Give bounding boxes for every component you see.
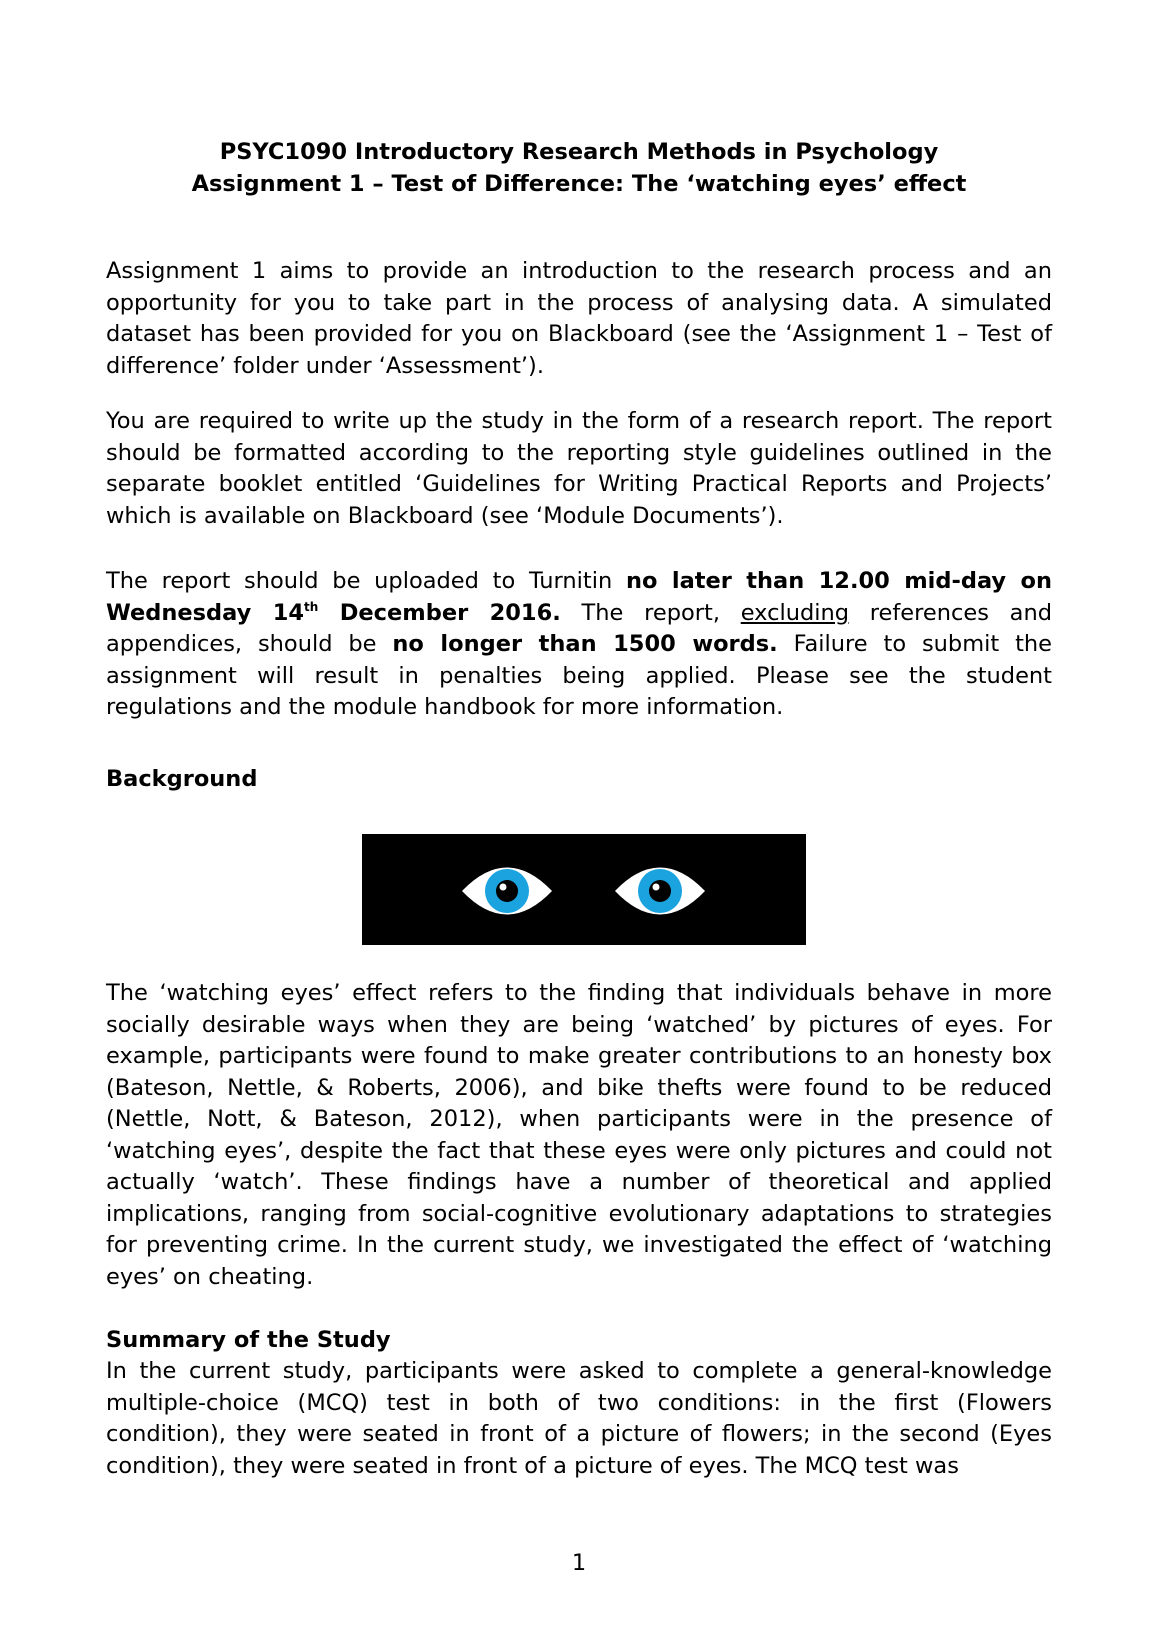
eyes-icon xyxy=(362,834,806,945)
background-paragraph: The ‘watching eyes’ effect refers to the finding that individuals behave in more socially desirable ways when they are being ‘watched’ by pictures of eyes. For example, participants were found to make greater contributions to an honesty box (Bateson, Nettle, & Roberts, 2006), and bike thefts were found to be reduced (Nettle, Nott, & Bateson, 2012), when participants were in the presence of ‘watching eyes’, despite the fact that these eyes were only pictures and could not actually ‘watch’. These findings have a number of theoretical and applied implications, ranging from social-cognitive evolutionary adaptations to strategies for preventing crime. In the current study, we investigated the effect of ‘watching eyes’ on cheating. xyxy=(106,980,1052,1290)
excluding-underlined: excluding xyxy=(740,599,850,626)
summary-heading: Summary of the Study xyxy=(106,1327,391,1353)
intro-paragraph: Assignment 1 aims to provide an introduction to the research process and an opportunity for you to take part in the process of analysing data. A simulated dataset has been provided for you on Blackboard (see the ‘Assignment 1 – Test of difference’ folder under ‘Assessment’). xyxy=(106,258,1052,379)
deadline-text-1: The report should be uploaded to Turnitin xyxy=(106,568,626,594)
page-number: 1 xyxy=(571,1550,587,1576)
deadline-text-3: references and appendices, should be xyxy=(106,599,1052,657)
deadline-date-year: December 2016. xyxy=(318,599,561,626)
course-title: PSYC1090 Introductory Research Methods in Psychology xyxy=(219,139,939,165)
deadline-date-superscript: th xyxy=(304,599,319,614)
deadline-text-4: Failure to submit the assignment will result in penalties being applied. Please see the student regulations and the module handbook for more information. xyxy=(106,631,1053,720)
requirements-paragraph: You are required to write up the study in the form of a research report. The report should be formatted according to the reporting style guidelines outlined in the separate booklet entitled ‘Guidelines for Writing Practical Reports and Projects’ which is available on Blackboard (see ‘Module Documents’). xyxy=(106,408,1052,529)
word-limit-bold: no longer than 1500 words. xyxy=(392,631,778,657)
background-heading: Background xyxy=(106,766,258,792)
document-title xyxy=(0,136,1158,200)
summary-paragraph: In the current study, participants were asked to complete a general-knowledge multiple-choice (MCQ) test in both of two conditions: in the first (Flowers condition), they were seated in front of a picture of flowers; in the second (Eyes condition), they were seated in front of a picture of eyes. The MCQ test was xyxy=(106,1358,1052,1479)
watching-eyes-image xyxy=(362,834,806,945)
assignment-title: Assignment 1 – Test of Difference: The ‘watching eyes’ effect xyxy=(191,171,967,197)
deadline-date-text: no later than 12.00 mid-day on Wednesday 14 xyxy=(106,568,1052,626)
deadline-paragraph xyxy=(106,566,1052,724)
deadline-text-2: The report, xyxy=(560,599,741,626)
